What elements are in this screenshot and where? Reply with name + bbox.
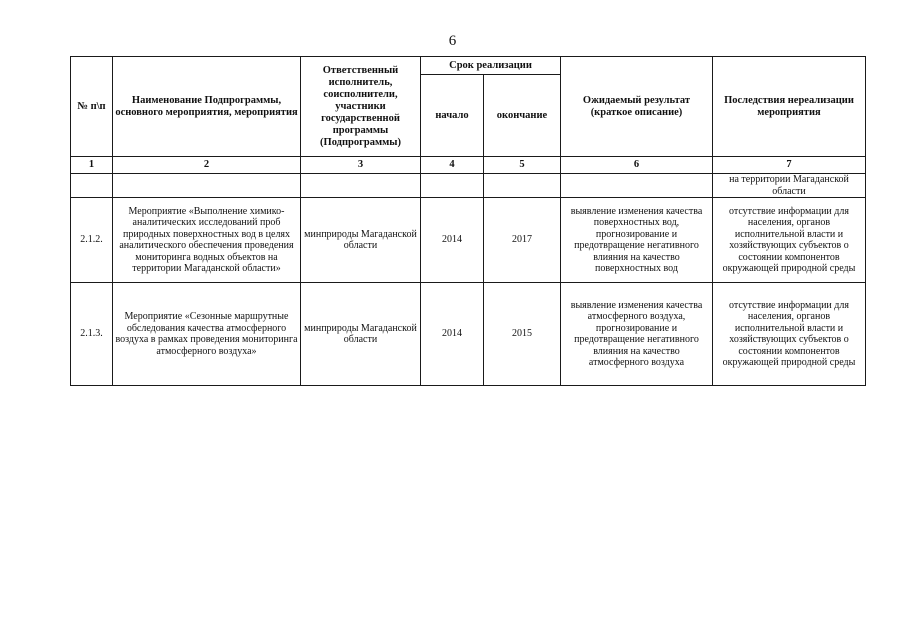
row-name: Мероприятие «Выполнение химико-аналитических исследований проб природных поверхностных вод в целях аналитического обеспечения проведения мониторинга водных объектов на территории Магаданской области»	[113, 198, 301, 283]
header-name: Наименование Подпрограммы, основного мероприятия, мероприятия	[113, 57, 301, 157]
row-responsible: минприроды Магаданской области	[301, 198, 421, 283]
row-start: 2014	[421, 283, 484, 386]
row-consequences: отсутствие информации для населения, органов исполнительной власти и хозяйствующих субъектов о состоянии компонентов окружающей природной среды	[713, 283, 866, 386]
column-number: 1	[71, 157, 113, 174]
empty-cell	[301, 174, 421, 198]
header-expected: Ожидаемый результат (краткое описание)	[561, 57, 713, 157]
empty-cell	[561, 174, 713, 198]
column-number: 3	[301, 157, 421, 174]
header-row-top	[71, 57, 866, 75]
column-number: 4	[421, 157, 484, 174]
row-start: 2014	[421, 198, 484, 283]
column-number: 7	[713, 157, 866, 174]
row-end: 2017	[484, 198, 561, 283]
column-number: 2	[113, 157, 301, 174]
header-end: окончание	[484, 75, 561, 157]
row-name: Мероприятие «Сезонные маршрутные обследования качества атмосферного воздуха в рамках проведения мониторинга атмосферного воздуха»	[113, 283, 301, 386]
header-period: Срок реализации	[421, 57, 561, 75]
header-num: № п\п	[71, 57, 113, 157]
column-number-row	[71, 157, 866, 174]
empty-cell	[71, 174, 113, 198]
continuation-consequences: на территории Магаданской области	[713, 174, 866, 198]
empty-cell	[421, 174, 484, 198]
program-measures-table	[70, 56, 866, 386]
table-row	[71, 198, 866, 283]
empty-cell	[113, 174, 301, 198]
empty-cell	[484, 174, 561, 198]
table-row	[71, 283, 866, 386]
header-responsible: Ответственный исполнитель, соисполнители, участники государственной программы (Подпрограммы)	[301, 57, 421, 157]
row-responsible: минприроды Магаданской области	[301, 283, 421, 386]
column-number: 6	[561, 157, 713, 174]
row-num: 2.1.2.	[71, 198, 113, 283]
header-consequences: Последствия нереализации мероприятия	[713, 57, 866, 157]
continuation-row	[71, 174, 866, 198]
row-end: 2015	[484, 283, 561, 386]
row-consequences: отсутствие информации для населения, органов исполнительной власти и хозяйствующих субъектов о состоянии компонентов окружающей природной среды	[713, 198, 866, 283]
header-start: начало	[421, 75, 484, 157]
row-expected: выявление изменения качества поверхностных вод, прогнозирование и предотвращение негативного влияния на качество поверхностных вод	[561, 198, 713, 283]
row-expected: выявление изменения качества атмосферного воздуха, прогнозирование и предотвращение негативного влияния на качество атмосферного воздуха	[561, 283, 713, 386]
page-number: 6	[448, 33, 457, 49]
column-number: 5	[484, 157, 561, 174]
row-num: 2.1.3.	[71, 283, 113, 386]
